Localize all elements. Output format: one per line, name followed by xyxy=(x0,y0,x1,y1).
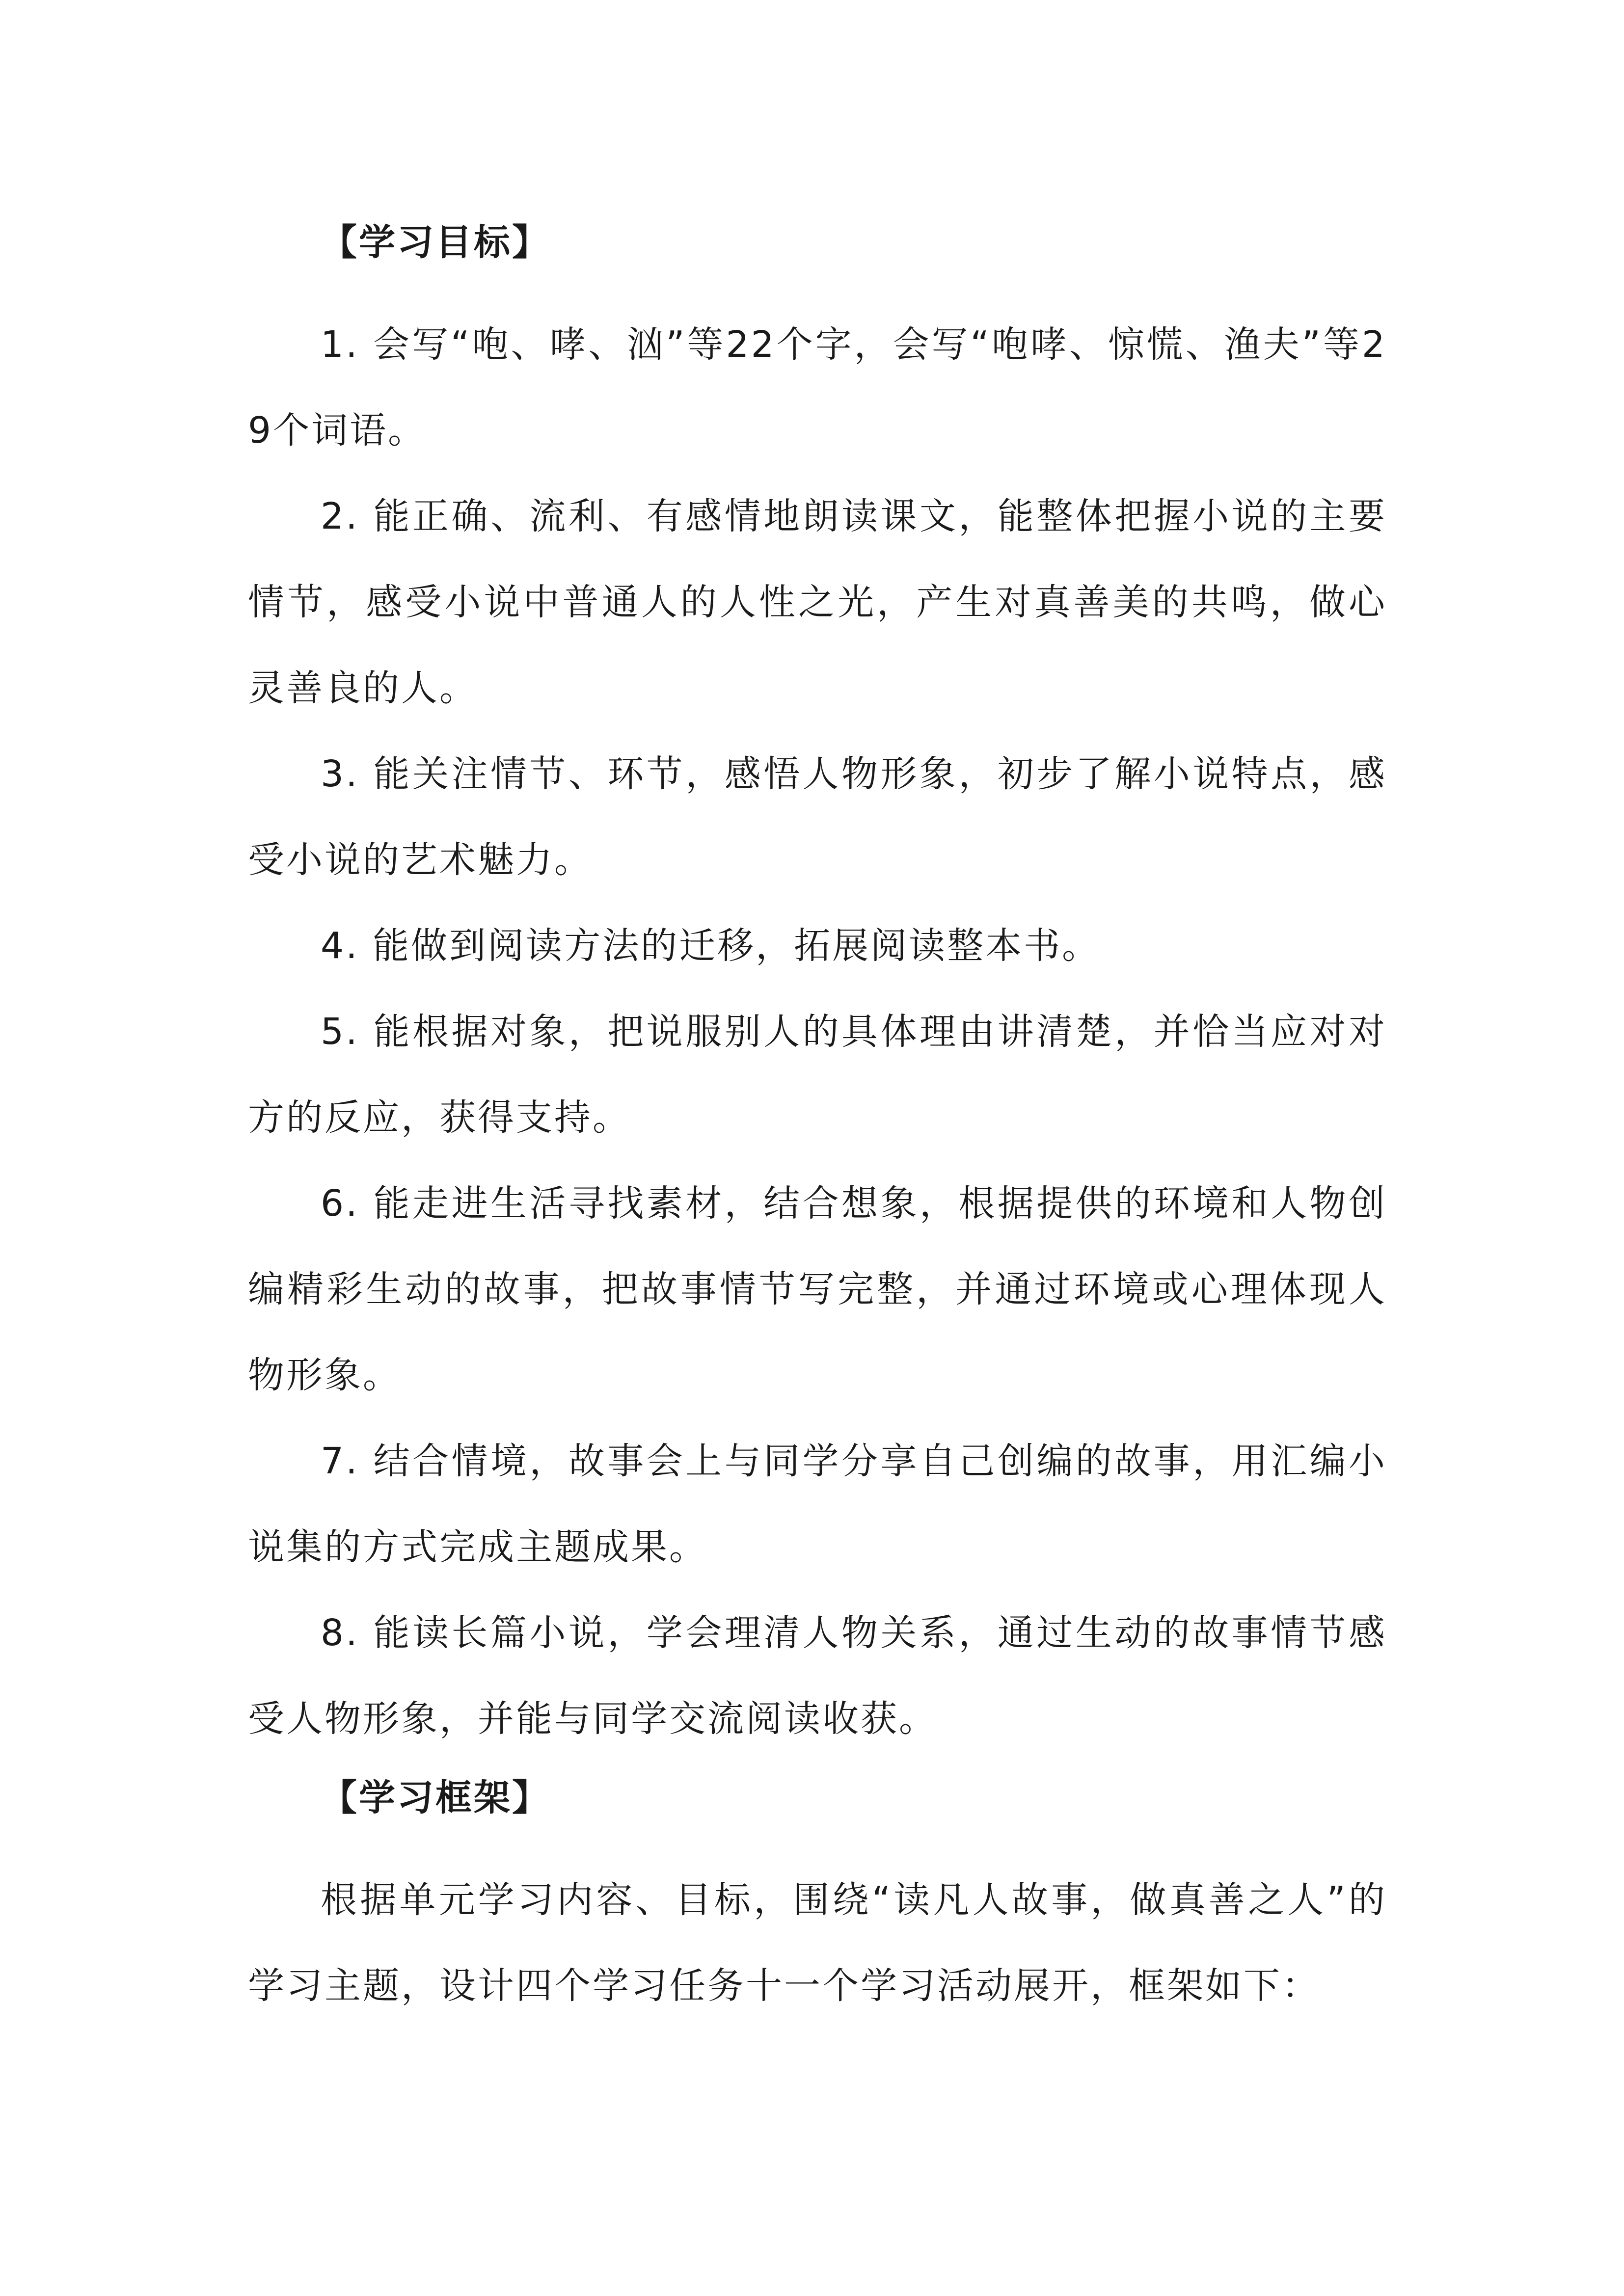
framework-paragraph: 根据单元学习内容、目标，围绕“读凡人故事，做真善之人”的学习主题，设计四个学习任务十一个学习活动展开，框架如下： xyxy=(248,1879,1387,2007)
goal-item-7: 7. 结合情境，故事会上与同学分享自己创编的故事，用汇编小说集的方式完成主题成果。 xyxy=(248,1440,1387,1568)
goal-item-1: 1. 会写“咆、哮、汹”等22个字，会写“咆哮、惊慌、渔夫”等29个词语。 xyxy=(248,323,1387,452)
document-body xyxy=(248,214,1387,2029)
goal-item-3: 3. 能关注情节、环节，感悟人物形象，初步了解小说特点，感受小说的艺术魅力。 xyxy=(248,753,1387,881)
learning-goals-heading: 【学习目标】 xyxy=(321,221,550,264)
learning-framework-heading: 【学习框架】 xyxy=(321,1777,550,1819)
goal-item-6: 6. 能走进生活寻找素材，结合想象，根据提供的环境和人物创编精彩生动的故事，把故事情节写完整，并通过环境或心理体现人物形象。 xyxy=(248,1182,1387,1396)
goal-item-5: 5. 能根据对象，把说服别人的具体理由讲清楚，并恰当应对对方的反应，获得支持。 xyxy=(248,1011,1387,1139)
goal-item-8: 8. 能读长篇小说，学会理清人物关系，通过生动的故事情节感受人物形象，并能与同学交流阅读收获。 xyxy=(248,1612,1387,1740)
goal-item-4: 4. 能做到阅读方法的迁移，拓展阅读整本书。 xyxy=(321,925,1101,967)
goal-item-2: 2. 能正确、流利、有感情地朗读课文，能整体把握小说的主要情节，感受小说中普通人的人性之光，产生对真善美的共鸣，做心灵善良的人。 xyxy=(248,495,1387,709)
